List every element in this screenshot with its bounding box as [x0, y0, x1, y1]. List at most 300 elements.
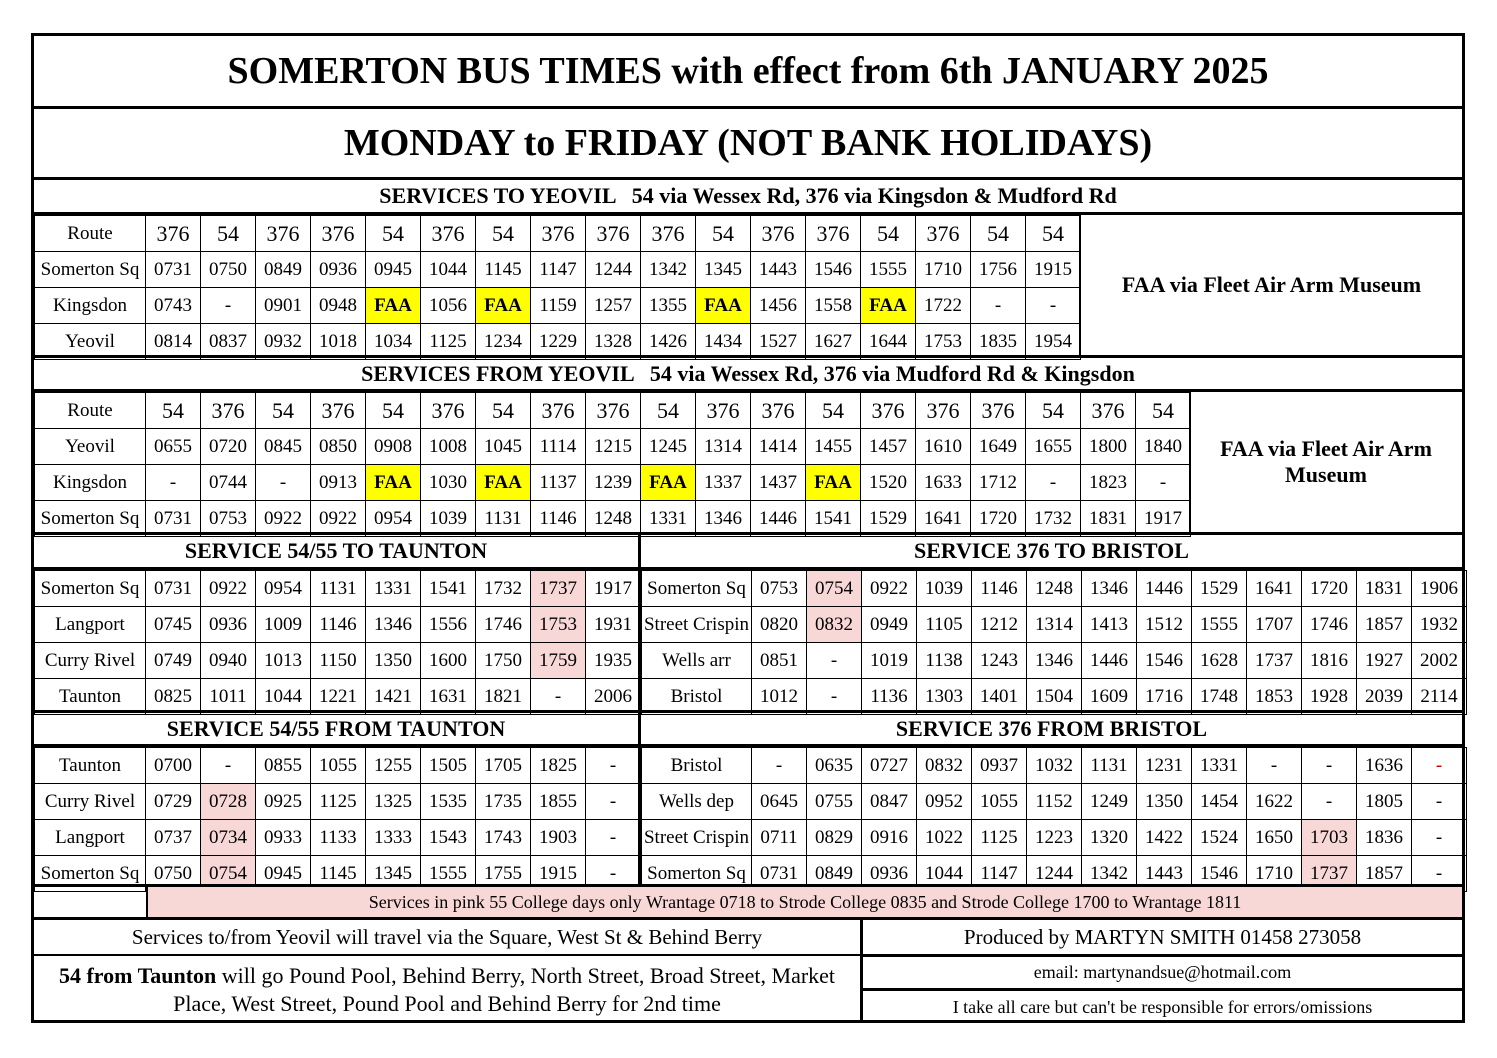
- time-cell: 1504: [1027, 679, 1082, 715]
- to-taunton-heading: SERVICE 54/55 TO TAUNTON: [184, 538, 488, 563]
- time-cell: 0940: [201, 643, 256, 679]
- time-cell: 1039: [917, 571, 972, 607]
- time-cell: 0916: [862, 820, 917, 856]
- time-cell: -: [1412, 748, 1467, 784]
- time-cell: 1303: [917, 679, 972, 715]
- time-cell: 1346: [366, 607, 421, 643]
- time-cell: 0753: [201, 501, 256, 537]
- time-cell: 376: [916, 216, 971, 252]
- to-taunton-table: [34, 570, 641, 715]
- time-cell: 1928: [1302, 679, 1357, 715]
- time-cell: 1223: [1027, 820, 1082, 856]
- time-cell: 0744: [201, 465, 256, 501]
- time-cell: 54: [641, 393, 696, 429]
- time-cell: 1753: [531, 607, 586, 643]
- time-cell: 1125: [311, 784, 366, 820]
- time-cell: 1212: [972, 607, 1027, 643]
- time-cell: 376: [696, 393, 751, 429]
- time-cell: 1541: [421, 571, 476, 607]
- time-cell: 54: [366, 216, 421, 252]
- time-cell: 376: [641, 216, 696, 252]
- time-cell: 376: [586, 393, 641, 429]
- time-cell: 1800: [1081, 429, 1136, 465]
- time-cell: 1248: [1027, 571, 1082, 607]
- time-cell: 1159: [531, 288, 586, 324]
- table-row: [35, 748, 641, 784]
- time-cell: 1325: [366, 784, 421, 820]
- time-cell: 1931: [586, 607, 641, 643]
- time-cell: 0945: [366, 252, 421, 288]
- time-cell: 1231: [1137, 748, 1192, 784]
- time-cell: 1927: [1357, 643, 1412, 679]
- time-cell: 0948: [311, 288, 366, 324]
- time-cell: 1346: [696, 501, 751, 537]
- time-cell: 376: [806, 216, 861, 252]
- time-cell: 0720: [201, 429, 256, 465]
- time-cell: 376: [311, 216, 366, 252]
- time-cell: 1628: [1192, 643, 1247, 679]
- time-cell: 0755: [807, 784, 862, 820]
- time-cell: -: [1412, 856, 1467, 892]
- time-cell: 1555: [861, 252, 916, 288]
- row-label: Langport: [35, 820, 146, 856]
- time-cell: 0936: [862, 856, 917, 892]
- time-cell: 1546: [806, 252, 861, 288]
- time-cell: 1422: [1137, 820, 1192, 856]
- time-cell: 54: [476, 216, 531, 252]
- time-cell: 2002: [1412, 643, 1467, 679]
- time-cell: 54: [1136, 393, 1191, 429]
- row-label: Taunton: [35, 679, 146, 715]
- time-cell: 1735: [476, 784, 531, 820]
- time-cell: -: [201, 748, 256, 784]
- time-cell: 1917: [1136, 501, 1191, 537]
- time-cell: 376: [201, 393, 256, 429]
- time-cell: 1932: [1412, 607, 1467, 643]
- time-cell: 1328: [586, 324, 641, 360]
- time-cell: 1716: [1137, 679, 1192, 715]
- row-label: Curry Rivel: [35, 643, 146, 679]
- time-cell: 1055: [311, 748, 366, 784]
- time-cell: 1443: [751, 252, 806, 288]
- time-cell: 1320: [1082, 820, 1137, 856]
- time-cell: -: [586, 856, 641, 892]
- time-cell: 0936: [311, 252, 366, 288]
- time-cell: FAA: [696, 288, 751, 324]
- to-yeovil-heading: SERVICES TO YEOVIL 54 via Wessex Rd, 376 via Kingsdon & Mudford Rd: [379, 183, 1117, 208]
- to-yeovil-faa-note: FAA via Fleet Air Arm Museum: [1121, 272, 1422, 297]
- time-cell: 1133: [311, 820, 366, 856]
- time-cell: 1401: [972, 679, 1027, 715]
- row-label: Bristol: [642, 679, 752, 715]
- time-cell: 0925: [256, 784, 311, 820]
- time-cell: 1346: [1082, 571, 1137, 607]
- from-yeovil-heading: SERVICES FROM YEOVIL 54 via Wessex Rd, 376 via Mudford Rd & Kingsdon: [361, 360, 1135, 386]
- time-cell: 1131: [311, 571, 366, 607]
- time-cell: -: [1412, 820, 1467, 856]
- time-cell: 376: [916, 393, 971, 429]
- time-cell: 1446: [751, 501, 806, 537]
- time-cell: 1221: [311, 679, 366, 715]
- table-row: [642, 820, 1467, 856]
- time-cell: 1857: [1357, 856, 1412, 892]
- time-cell: -: [586, 748, 641, 784]
- time-cell: 54: [366, 393, 421, 429]
- time-cell: 1012: [752, 679, 807, 715]
- time-cell: 1720: [1302, 571, 1357, 607]
- time-cell: 0745: [146, 607, 201, 643]
- time-cell: 1641: [1247, 571, 1302, 607]
- table-row: [35, 784, 641, 820]
- time-cell: 1446: [1082, 643, 1137, 679]
- time-cell: 1529: [1192, 571, 1247, 607]
- time-cell: 1044: [421, 252, 476, 288]
- time-cell: 376: [311, 393, 366, 429]
- time-cell: 1434: [696, 324, 751, 360]
- time-cell: 0832: [917, 748, 972, 784]
- time-cell: 1455: [806, 429, 861, 465]
- time-cell: 0749: [146, 643, 201, 679]
- time-cell: 1915: [1026, 252, 1081, 288]
- row-label: Yeovil: [35, 324, 146, 360]
- time-cell: 1413: [1082, 607, 1137, 643]
- time-cell: 1355: [641, 288, 696, 324]
- row-label: Yeovil: [35, 429, 146, 465]
- time-cell: 1257: [586, 288, 641, 324]
- time-cell: 54: [696, 216, 751, 252]
- time-cell: 0820: [752, 607, 807, 643]
- row-label: Kingsdon: [35, 288, 146, 324]
- time-cell: 1131: [476, 501, 531, 537]
- time-cell: 1546: [1137, 643, 1192, 679]
- page-title: SOMERTON BUS TIMES with effect from 6th JANUARY 2025: [227, 50, 1269, 92]
- time-cell: FAA: [806, 465, 861, 501]
- time-cell: -: [586, 820, 641, 856]
- time-cell: 0936: [201, 607, 256, 643]
- time-cell: 2006: [586, 679, 641, 715]
- time-cell: 1443: [1137, 856, 1192, 892]
- row-label: Street Crispin: [642, 607, 752, 643]
- time-cell: 1150: [311, 643, 366, 679]
- from-bristol-table: [641, 747, 1467, 892]
- time-cell: 1426: [641, 324, 696, 360]
- time-cell: 376: [586, 216, 641, 252]
- time-cell: 1917: [586, 571, 641, 607]
- time-cell: 1546: [1192, 856, 1247, 892]
- time-cell: 1722: [916, 288, 971, 324]
- time-cell: 1215: [586, 429, 641, 465]
- disclaimer: I take all care but can't be responsible for errors/omissions: [952, 996, 1373, 1017]
- time-cell: 0847: [862, 784, 917, 820]
- time-cell: 0922: [862, 571, 917, 607]
- time-cell: 1146: [972, 571, 1027, 607]
- table-row: [642, 607, 1467, 643]
- time-cell: 0954: [366, 501, 421, 537]
- time-cell: -: [201, 288, 256, 324]
- time-cell: 54: [861, 216, 916, 252]
- time-cell: 0850: [311, 429, 366, 465]
- time-cell: 1520: [861, 465, 916, 501]
- time-cell: 1342: [641, 252, 696, 288]
- time-cell: 1906: [1412, 571, 1467, 607]
- table-row: [35, 288, 1081, 324]
- time-cell: 1152: [1027, 784, 1082, 820]
- row-label: Somerton Sq: [642, 856, 752, 892]
- time-cell: 0734: [201, 820, 256, 856]
- time-cell: -: [971, 288, 1026, 324]
- time-cell: 1239: [586, 465, 641, 501]
- time-cell: 54: [971, 216, 1026, 252]
- time-cell: 0731: [146, 501, 201, 537]
- time-cell: 1146: [311, 607, 366, 643]
- time-cell: 0700: [146, 748, 201, 784]
- time-cell: 1746: [1302, 607, 1357, 643]
- time-cell: 1044: [917, 856, 972, 892]
- table-row: [642, 571, 1467, 607]
- time-cell: FAA: [476, 288, 531, 324]
- time-cell: 1333: [366, 820, 421, 856]
- time-cell: 0922: [311, 501, 366, 537]
- time-cell: 0727: [862, 748, 917, 784]
- time-cell: 1737: [531, 571, 586, 607]
- time-cell: 1915: [531, 856, 586, 892]
- time-cell: 1835: [971, 324, 1026, 360]
- time-cell: 1022: [917, 820, 972, 856]
- time-cell: 0731: [752, 856, 807, 892]
- time-cell: 54: [806, 393, 861, 429]
- page-subtitle: MONDAY to FRIDAY (NOT BANK HOLIDAYS): [343, 122, 1153, 164]
- table-row: [35, 429, 1191, 465]
- time-cell: -: [1026, 465, 1081, 501]
- time-cell: 1030: [421, 465, 476, 501]
- time-cell: 1555: [421, 856, 476, 892]
- time-cell: 1137: [531, 465, 586, 501]
- time-cell: 1013: [256, 643, 311, 679]
- time-cell: 1018: [311, 324, 366, 360]
- time-cell: 1437: [751, 465, 806, 501]
- time-cell: 376: [146, 216, 201, 252]
- table-row: [35, 393, 1191, 429]
- time-cell: 1743: [476, 820, 531, 856]
- time-cell: 1855: [531, 784, 586, 820]
- time-cell: 1243: [972, 643, 1027, 679]
- table-row: [35, 216, 1081, 252]
- time-cell: 0937: [972, 748, 1027, 784]
- time-cell: 1831: [1081, 501, 1136, 537]
- time-cell: 1558: [806, 288, 861, 324]
- time-cell: 0945: [256, 856, 311, 892]
- email: email: martynandsue@hotmail.com: [1033, 962, 1292, 982]
- time-cell: 1610: [916, 429, 971, 465]
- time-cell: 1255: [366, 748, 421, 784]
- time-cell: 1045: [476, 429, 531, 465]
- time-cell: 1234: [476, 324, 531, 360]
- time-cell: 0837: [201, 324, 256, 360]
- time-cell: 1147: [972, 856, 1027, 892]
- time-cell: 0753: [752, 571, 807, 607]
- divider: [638, 535, 641, 887]
- time-cell: 0949: [862, 607, 917, 643]
- time-cell: 1710: [1247, 856, 1302, 892]
- college-days-note: Services in pink 55 College days only Wrantage 0718 to Strode College 0835 and Strode College 1700 to Wrantage 1811: [146, 887, 1462, 917]
- time-cell: 1044: [256, 679, 311, 715]
- time-cell: 1248: [586, 501, 641, 537]
- time-cell: 54: [1026, 216, 1081, 252]
- time-cell: 1145: [476, 252, 531, 288]
- time-cell: 1541: [806, 501, 861, 537]
- time-cell: 0855: [256, 748, 311, 784]
- time-cell: 1125: [421, 324, 476, 360]
- time-cell: 1314: [696, 429, 751, 465]
- time-cell: 376: [1081, 393, 1136, 429]
- row-label: Street Crispin: [642, 820, 752, 856]
- time-cell: 1342: [1082, 856, 1137, 892]
- time-cell: FAA: [366, 465, 421, 501]
- time-cell: 2039: [1357, 679, 1412, 715]
- time-cell: 1748: [1192, 679, 1247, 715]
- time-cell: -: [586, 784, 641, 820]
- time-cell: 1556: [421, 607, 476, 643]
- time-cell: -: [1302, 748, 1357, 784]
- to-yeovil-table: [34, 215, 1081, 360]
- row-label: Bristol: [642, 748, 752, 784]
- time-cell: 1750: [476, 643, 531, 679]
- taunton-route-note-text: will go Pound Pool, Behind Berry, North Street, Broad Street, Market Place, West Street, Pound Pool and Behind Berry for 2nd time: [173, 962, 836, 1016]
- time-cell: 1114: [531, 429, 586, 465]
- time-cell: 0645: [752, 784, 807, 820]
- time-cell: 0750: [201, 252, 256, 288]
- time-cell: 376: [531, 393, 586, 429]
- time-cell: 1535: [421, 784, 476, 820]
- time-cell: 0851: [752, 643, 807, 679]
- time-cell: 0731: [146, 252, 201, 288]
- time-cell: 1314: [1027, 607, 1082, 643]
- time-cell: 1720: [971, 501, 1026, 537]
- table-row: [35, 643, 641, 679]
- table-row: [35, 465, 1191, 501]
- time-cell: 1753: [916, 324, 971, 360]
- time-cell: 1631: [421, 679, 476, 715]
- row-label: Somerton Sq: [35, 252, 146, 288]
- taunton-route-note: [34, 956, 860, 1023]
- row-label: Somerton Sq: [35, 501, 146, 537]
- time-cell: 0728: [201, 784, 256, 820]
- table-row: [642, 784, 1467, 820]
- time-cell: 0729: [146, 784, 201, 820]
- time-cell: 1019: [862, 643, 917, 679]
- time-cell: 1737: [1302, 856, 1357, 892]
- time-cell: 1229: [531, 324, 586, 360]
- time-cell: -: [807, 643, 862, 679]
- time-cell: 0849: [256, 252, 311, 288]
- time-cell: 1825: [531, 748, 586, 784]
- time-cell: 1805: [1357, 784, 1412, 820]
- row-label: Route: [35, 216, 146, 252]
- time-cell: 0922: [256, 501, 311, 537]
- time-cell: 0655: [146, 429, 201, 465]
- time-cell: 54: [476, 393, 531, 429]
- time-cell: 1032: [1027, 748, 1082, 784]
- row-label: Somerton Sq: [35, 856, 146, 892]
- time-cell: 1655: [1026, 429, 1081, 465]
- time-cell: 1529: [861, 501, 916, 537]
- time-cell: 376: [421, 393, 476, 429]
- time-cell: 1244: [1027, 856, 1082, 892]
- time-cell: 0933: [256, 820, 311, 856]
- time-cell: FAA: [366, 288, 421, 324]
- time-cell: 1823: [1081, 465, 1136, 501]
- time-cell: 0908: [366, 429, 421, 465]
- time-cell: 1633: [916, 465, 971, 501]
- time-cell: 1505: [421, 748, 476, 784]
- time-cell: 1421: [366, 679, 421, 715]
- time-cell: 0849: [807, 856, 862, 892]
- time-cell: 1650: [1247, 820, 1302, 856]
- time-cell: 376: [531, 216, 586, 252]
- time-cell: 1456: [751, 288, 806, 324]
- time-cell: 1331: [366, 571, 421, 607]
- time-cell: 1903: [531, 820, 586, 856]
- time-cell: 1345: [696, 252, 751, 288]
- time-cell: 54: [201, 216, 256, 252]
- table-row: [35, 607, 641, 643]
- table-row: [35, 820, 641, 856]
- time-cell: -: [256, 465, 311, 501]
- time-cell: 1821: [476, 679, 531, 715]
- time-cell: 1609: [1082, 679, 1137, 715]
- time-cell: 54: [256, 393, 311, 429]
- time-cell: 1707: [1247, 607, 1302, 643]
- time-cell: 1009: [256, 607, 311, 643]
- time-cell: FAA: [861, 288, 916, 324]
- time-cell: 0825: [146, 679, 201, 715]
- time-cell: 1954: [1026, 324, 1081, 360]
- time-cell: -: [1247, 748, 1302, 784]
- table-row: [642, 643, 1467, 679]
- time-cell: 1147: [531, 252, 586, 288]
- time-cell: 376: [256, 216, 311, 252]
- time-cell: 1350: [1137, 784, 1192, 820]
- time-cell: 1644: [861, 324, 916, 360]
- row-label: Wells dep: [642, 784, 752, 820]
- time-cell: -: [1136, 465, 1191, 501]
- time-cell: 0754: [807, 571, 862, 607]
- time-cell: 1853: [1247, 679, 1302, 715]
- time-cell: 54: [1026, 393, 1081, 429]
- time-cell: 1138: [917, 643, 972, 679]
- time-cell: 1627: [806, 324, 861, 360]
- time-cell: 1703: [1302, 820, 1357, 856]
- to-bristol-table: [641, 570, 1467, 715]
- time-cell: 0635: [807, 748, 862, 784]
- time-cell: 1512: [1137, 607, 1192, 643]
- to-bristol-heading: SERVICE 376 TO BRISTOL: [914, 538, 1189, 563]
- time-cell: 0829: [807, 820, 862, 856]
- taunton-route-note-bold: 54 from Taunton: [58, 962, 217, 988]
- time-cell: -: [146, 465, 201, 501]
- time-cell: 1131: [1082, 748, 1137, 784]
- time-cell: 0952: [917, 784, 972, 820]
- time-cell: 1011: [201, 679, 256, 715]
- from-taunton-heading: SERVICE 54/55 FROM TAUNTON: [166, 715, 506, 741]
- time-cell: 1737: [1247, 643, 1302, 679]
- time-cell: 1245: [641, 429, 696, 465]
- time-cell: 1543: [421, 820, 476, 856]
- time-cell: -: [1026, 288, 1081, 324]
- time-cell: 1527: [751, 324, 806, 360]
- table-row: [642, 748, 1467, 784]
- time-cell: 1555: [1192, 607, 1247, 643]
